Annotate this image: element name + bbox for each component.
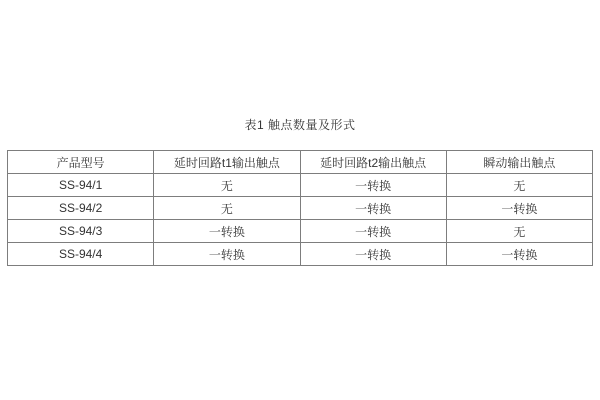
table-cell: 一转换 [446,243,592,266]
table-row [8,197,593,220]
table-cell-model: SS-94/4 [8,243,154,266]
table-cell: 无 [154,197,300,220]
column-header-delay-t1-contact: 延时回路t1输出触点 [154,151,300,174]
column-header-instant-contact: 瞬动输出触点 [446,151,592,174]
table-title: 表1 触点数量及形式 [244,118,356,132]
table-cell: 一转换 [154,220,300,243]
column-header-product-model: 产品型号 [8,151,154,174]
table-cell: 一转换 [446,197,592,220]
table-cell: 无 [446,220,592,243]
table-cell-model: SS-94/2 [8,197,154,220]
column-header-delay-t2-contact: 延时回路t2输出触点 [300,151,446,174]
table-cell-model: SS-94/1 [8,174,154,197]
table-cell: 一转换 [300,174,446,197]
table-row [8,174,593,197]
table-cell: 一转换 [300,243,446,266]
table-row [8,243,593,266]
table-cell-model: SS-94/3 [8,220,154,243]
table-row [8,220,593,243]
table-cell: 一转换 [300,197,446,220]
table-cell: 无 [154,174,300,197]
contacts-table [7,150,593,266]
table-cell: 一转换 [300,220,446,243]
table-cell: 一转换 [154,243,300,266]
table-cell: 无 [446,174,592,197]
table-header-row [8,151,593,174]
